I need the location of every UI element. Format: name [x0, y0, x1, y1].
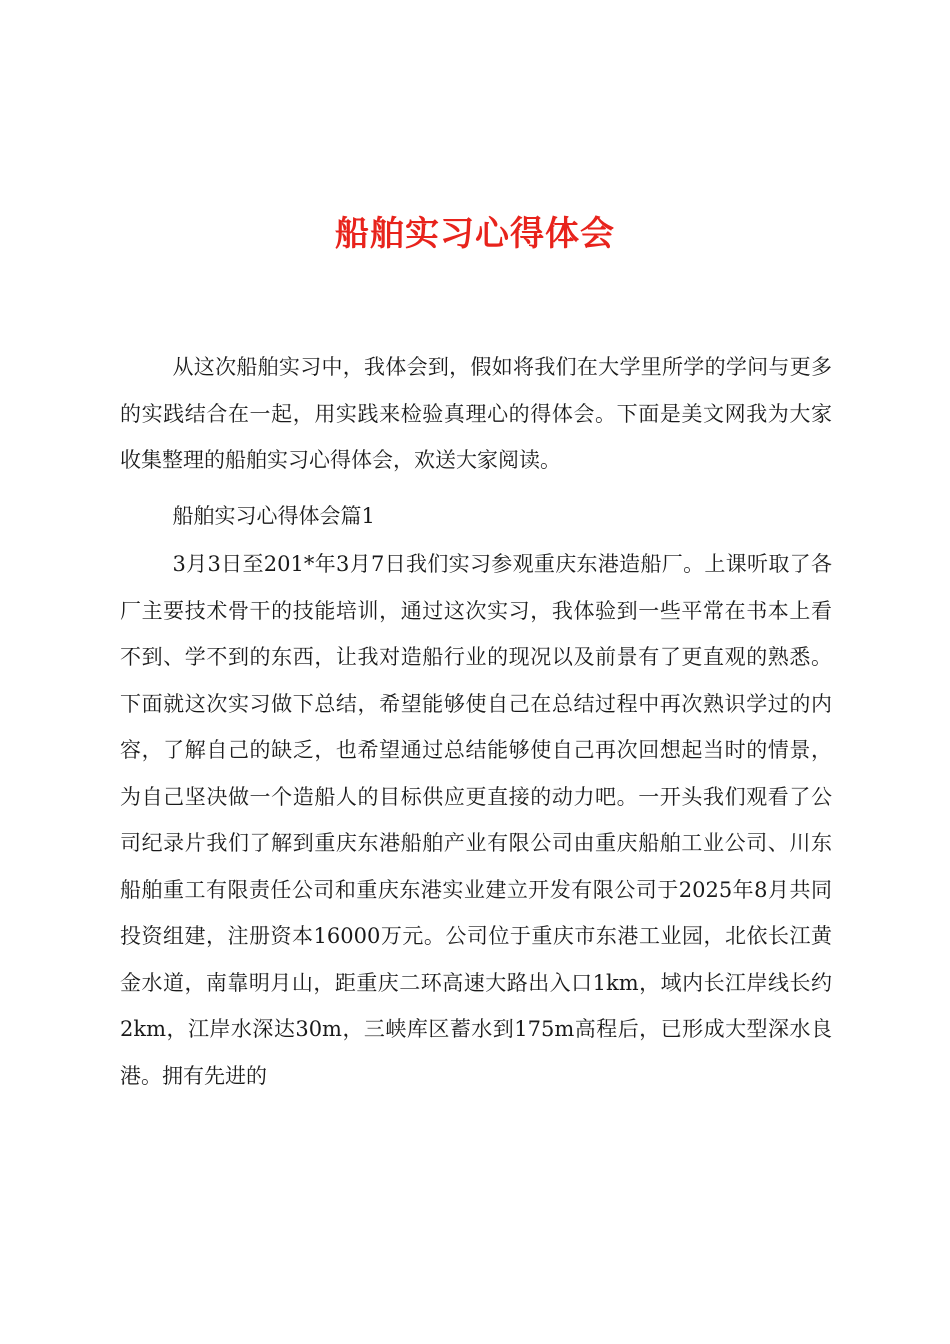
section-heading: 船舶实习心得体会篇1 [172, 504, 375, 528]
body-paragraph: 3月3日至201*年3月7日我们实习参观重庆东港造船厂。上课听取了各厂主要技术骨干的技能培训，通过这次实习，我体验到一些平常在书本上看不到、学不到的东西，让我对造船行业的现况以及前景有了更直观的熟悉。下面就这次实习做下总结，希望能够使自己在总结过程中再次熟识学过的内容，了解自己的缺乏，也希望通过总结能够使自己再次回想起当时的情景，为自己坚决做一个造船人的目标供应更直接的动力吧。一开头我们观看了公司纪录片我们了解到重庆东港船舶产业有限公司由重庆船舶工业公司、川东船舶重工有限责任公司和重庆东港实业建立开发有限公司于2025年8月共同投资组建，注册资本16000万元。公司位于重庆市东港工业园，北依长江黄金水道，南靠明月山，距重庆二环高速大路出入口1km，域内长江岸线长约2km，江岸水深达30m，三峡库区蓄水到175m高程后，已形成大型深水良港。拥有先进的 [120, 552, 832, 1088]
document-title: 船舶实习心得体会 [335, 214, 615, 254]
intro-paragraph: 从这次船舶实习中，我体会到，假如将我们在大学里所学的学问与更多的实践结合在一起，用实践来检验真理心的得体会。下面是美文网我为大家收集整理的船舶实习心得体会，欢送大家阅读。 [120, 355, 832, 472]
